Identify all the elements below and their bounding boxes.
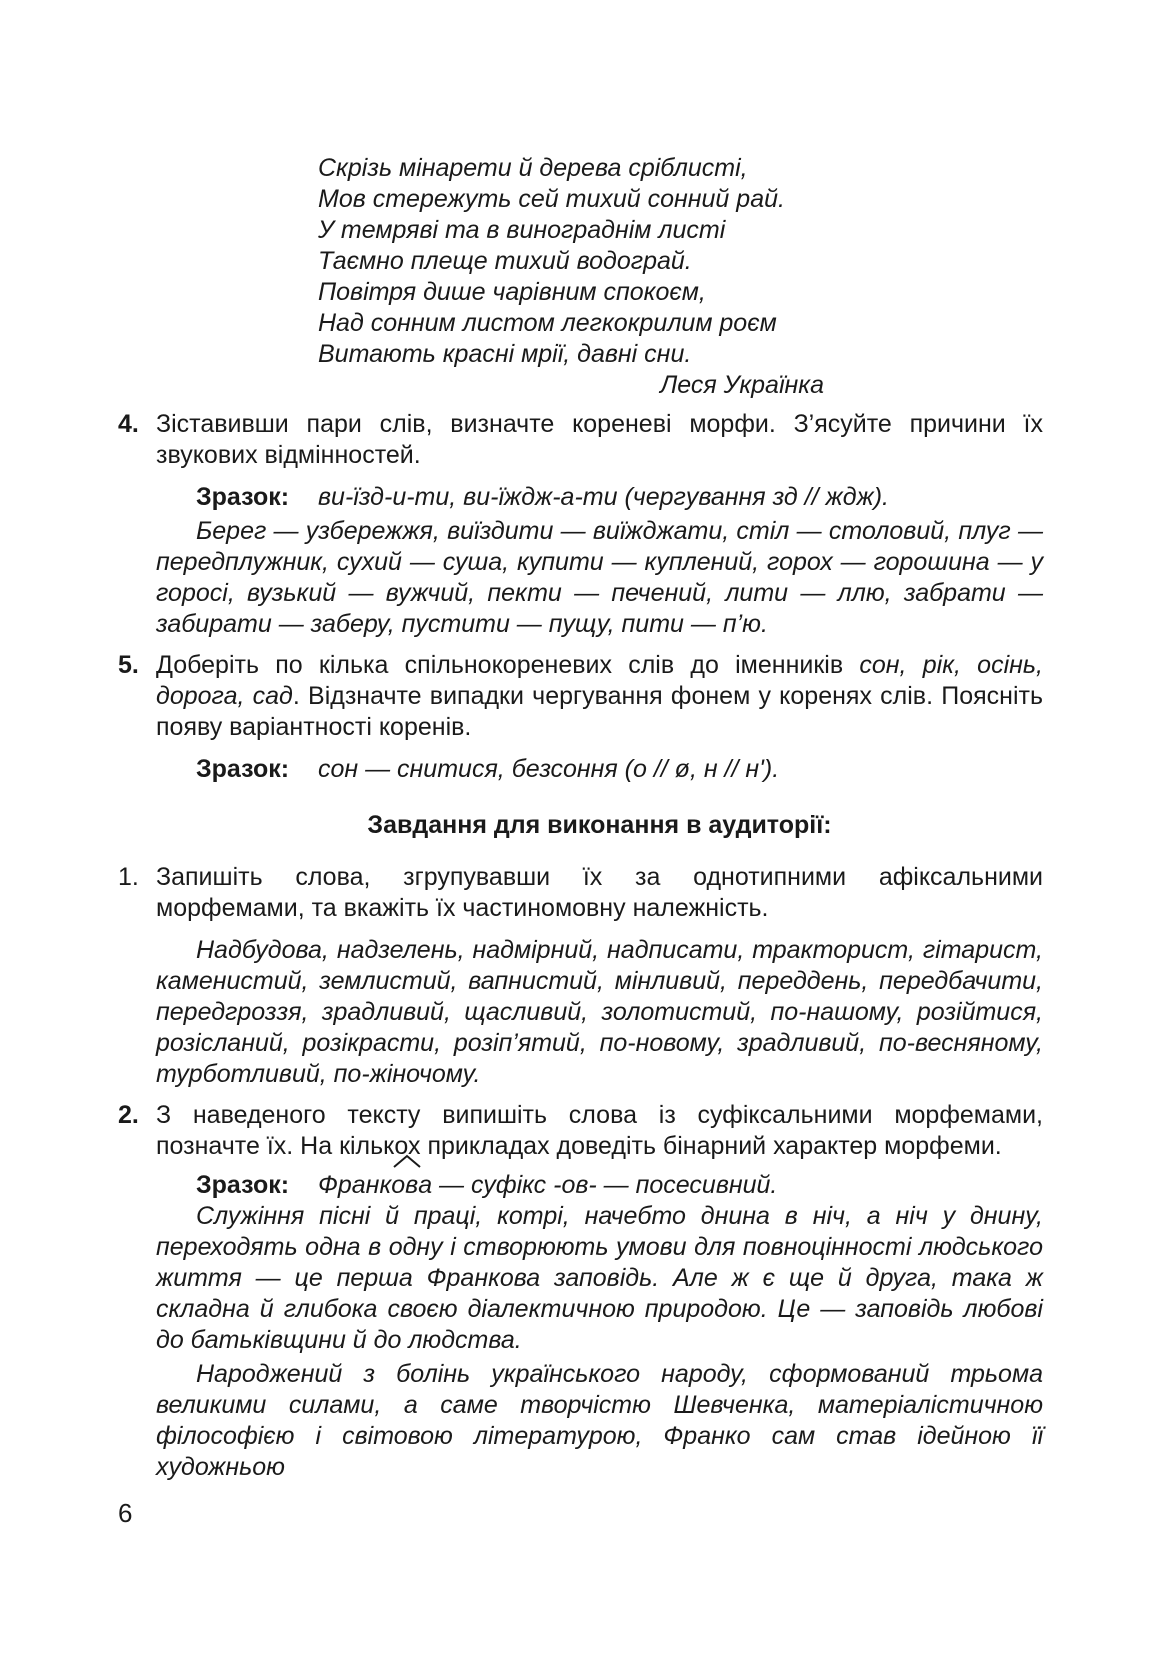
- task-number: 5.: [118, 651, 139, 679]
- sample-line: [156, 1170, 1043, 1201]
- poem-line: Над сонним листом легкокрилим роєм: [318, 309, 777, 337]
- task-5: [118, 650, 1043, 785]
- task-4: [118, 409, 1043, 640]
- poem-line: Повітря дише чарівним спокоєм,: [318, 278, 706, 306]
- suffix-mark: [391, 1170, 418, 1201]
- instruction-part: . Відзначте випадки чергування фонем у коренях слів. Поясніть появу варіантності коренів.: [156, 682, 1043, 741]
- task-instruction: [156, 650, 1043, 743]
- auditorium-task-2: [118, 1100, 1043, 1483]
- poem-line: Скрізь мінарети й дерева сріблисті,: [318, 154, 748, 182]
- page-number: 6: [118, 1498, 133, 1528]
- sample-label: Зразок:: [196, 483, 290, 511]
- text-paragraph: Служіння пісні й праці, котрі, начебто днина в ніч, а ніч у днину, переходять одна в одну і створюють умови для повноцінності людського життя — це перша Франкова заповідь. Але ж є ще й друга, така ж складна й глибока своєю діалектичною природою. Це — заповідь любові до батьківщини й до людства.: [156, 1202, 1043, 1354]
- task-instruction: Зіставивши пари слів, визначте кореневі морфи. З’ясуйте причини їх звукових відмінностей.: [156, 410, 1043, 469]
- suffix-arc-icon: [393, 1154, 421, 1168]
- sample-line: [156, 754, 1043, 785]
- instruction-part: Доберіть по кілька спільнокореневих слів до іменників: [156, 651, 860, 679]
- section-title: Завдання для виконання в аудиторії:: [367, 811, 832, 839]
- task-instruction: З наведеного тексту випишіть слова із суфіксальними морфемами, позначте їх. На кількох прикладах доведіть бінарний характер морфеми.: [156, 1101, 1043, 1160]
- poem-line: У темряві та в винограднім листі: [318, 216, 726, 244]
- sample-text: ви-їзд-и-ти, ви-їждж-а-ти (чергування зд // ждж).: [318, 483, 889, 511]
- poem: [318, 153, 824, 401]
- task-number: 2.: [118, 1101, 139, 1129]
- task-number: 4.: [118, 410, 139, 438]
- poem-line: Таємно плеще тихий водограй.: [318, 247, 692, 275]
- poem-line: Мов стережуть сей тихий сонний рай.: [318, 185, 785, 213]
- sample-word: [318, 1171, 432, 1199]
- exercise-text: Берег — узбережжя, виїздити — виїжджати, стіл — столовий, плуг — передплужник, сухий — суша, купити — куплений, горох — горошина — у горосі, вузький — вужчий, пекти — печений, лити — ллю, забрати — забирати — заберу, пустити — пущу, пити — п’ю.: [156, 517, 1043, 638]
- instruction-words: сон, рік, осінь, дорога, сад: [156, 651, 1043, 710]
- task-instruction: Запишіть слова, згрупувавши їх за однотипними афіксальними морфемами, та вкажіть їх частиномовну належність.: [156, 863, 1043, 922]
- suffix-part: ов: [391, 1171, 419, 1199]
- word-part: Франк: [318, 1171, 392, 1199]
- exercise-text: Надбудова, надзелень, надмірний, надписати, тракторист, гітарист, каменистий, землистий, вапнистий, мінливий, переддень, передбачити, передгроззя, зрадливий, щасливий, золотистий, по-нашому, розійтися, розісланий, розікрасти, розіп’ятий, по-новому, зрадливий, по-весняному, турботливий, по-жіночому.: [156, 936, 1043, 1088]
- text-paragraph: Народжений з болінь українського народу, сформований трьома великими силами, а саме творчістю Шевченка, матеріалістичною філософією і світовою літературою, Франко сам став ідейною її художньою: [156, 1360, 1043, 1481]
- sample-text: — суфікс -ов- — посесивний.: [432, 1171, 778, 1199]
- auditorium-task-1: [118, 862, 1043, 1090]
- sample-label: Зразок:: [196, 755, 290, 783]
- sample-line: [156, 482, 1043, 513]
- sample-label: Зразок:: [196, 1171, 290, 1199]
- poem-author: Леся Українка: [660, 371, 824, 399]
- poem-line: Витають красні мрії, давні сни.: [318, 340, 692, 368]
- word-part: а: [418, 1171, 433, 1199]
- sample-text: сон — снитися, безсоння (о // ø, н // н').: [318, 755, 780, 783]
- task-number: 1.: [118, 863, 139, 891]
